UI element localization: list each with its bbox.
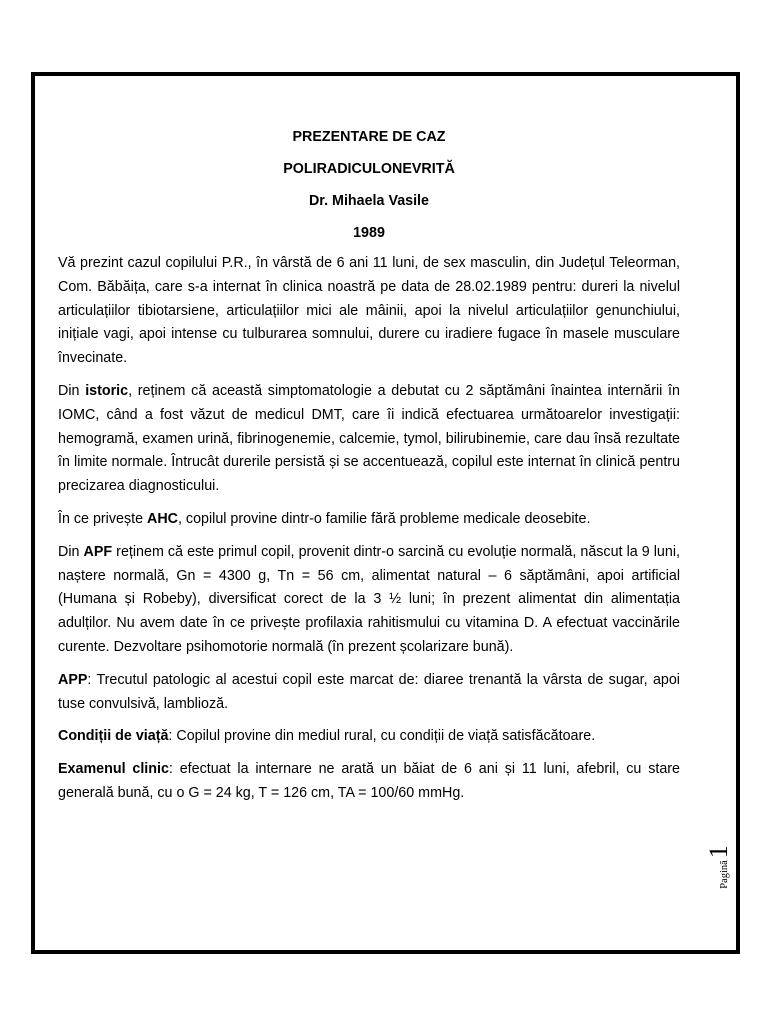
paragraph-apf-prefix: Din bbox=[58, 543, 84, 560]
paragraph-istoric-prefix: Din bbox=[58, 382, 86, 399]
paragraph-istoric-text: , reținem că această simptomatologie a debutat cu 2 săptămâni înaintea internării în IOMC, când a fost văzut de medicul DMT, care îi indică efectuarea următoarelor investigații: hemogramă, examen urină, fibrinogenemie, calcemie, tymol, bilirubinemie, care dau însă rezultate în limite normale. Întrucât durerile persistă și se accentuează, copilul este internat în clinică pentru precizarea diagnosticului. bbox=[58, 382, 680, 495]
paragraph-examen-text: : efectuat la internare ne arată un băiat de 6 ani și 11 luni, afebril, cu stare generală bună, cu o G = 24 kg, T = 126 cm, TA = 100/60 mmHg. bbox=[58, 761, 680, 801]
page-label: Pagină bbox=[718, 860, 730, 889]
paragraph-apf-text: reținem că este primul copil, provenit dintr-o sarcină cu evoluție normală, născut la 9 luni, naștere normală, Gn = 4300 g, Tn = 56 cm, alimentat natural – 6 săptămâni, apoi artificial (Humana și Robeby), diversificat corect de la 3 ½ luni; în prezent alimentat din alimentația adulților. Nu avem date în ce privește profilaxia rahitismului cu vitamina D. A efectuat vaccinările curente. Dezvoltare psihomotorie normală (în prezent școlarizare bună). bbox=[58, 543, 680, 655]
paragraph-conditii-text: : Copilul provine din mediul rural, cu condiții de viață satisfăcătoare. bbox=[168, 728, 596, 745]
paragraph-apf-term: APF bbox=[83, 543, 113, 560]
paragraph-ahc-term: AHC bbox=[147, 510, 178, 527]
paragraph-app bbox=[58, 669, 680, 717]
document-author: Dr. Mihaela Vasile bbox=[308, 193, 429, 209]
paragraph-ahc bbox=[58, 508, 680, 532]
page-number-footer bbox=[697, 840, 745, 889]
paragraph-intro: Vă prezint cazul copilului P.R., în vârstă de 6 ani 11 luni, de sex masculin, din Județul Teleorman, Com. Băbăița, care s-a internat în clinica noastră pe data de 28.02.1989 pentru: dureri la nivelul articulațiilor tibiotarsiene, articulațiilor mici ale mâinii, apoi la nivelul articulațiilor genunchiului, inițiale vagi, apoi intense cu tulburarea somnului, durere cu iradiere fugace în masele musculare învecinate. bbox=[58, 255, 680, 367]
paragraph-conditii-term: Condiții de viață bbox=[58, 728, 169, 745]
paragraph-app-term: APP bbox=[58, 671, 88, 688]
paragraph-istoric bbox=[58, 380, 680, 499]
paragraph-conditii bbox=[58, 725, 680, 749]
paragraph-apf bbox=[58, 541, 680, 660]
paragraph-istoric-term: istoric bbox=[85, 382, 129, 399]
document-subtitle: POLIRADICULONEVRITĂ bbox=[283, 161, 455, 177]
paragraph-examen-term: Examenul clinic bbox=[58, 761, 169, 778]
page-number-rotated bbox=[704, 845, 734, 889]
paragraph-examen bbox=[58, 758, 680, 806]
document-year: 1989 bbox=[353, 225, 385, 241]
document-title: PREZENTARE DE CAZ bbox=[292, 129, 446, 145]
paragraph-ahc-text: , copilul provine dintr-o familie fără probleme medicale deosebite. bbox=[177, 510, 591, 527]
paragraph-ahc-prefix: În ce privește bbox=[58, 510, 147, 527]
page-number: 1 bbox=[703, 845, 733, 859]
document-body bbox=[58, 128, 680, 815]
paragraph-app-text: : Trecutul patologic al acestui copil este marcat de: diaree trenantă la vârsta de sugar, apoi tuse convulsivă, lamblioză. bbox=[58, 671, 680, 712]
